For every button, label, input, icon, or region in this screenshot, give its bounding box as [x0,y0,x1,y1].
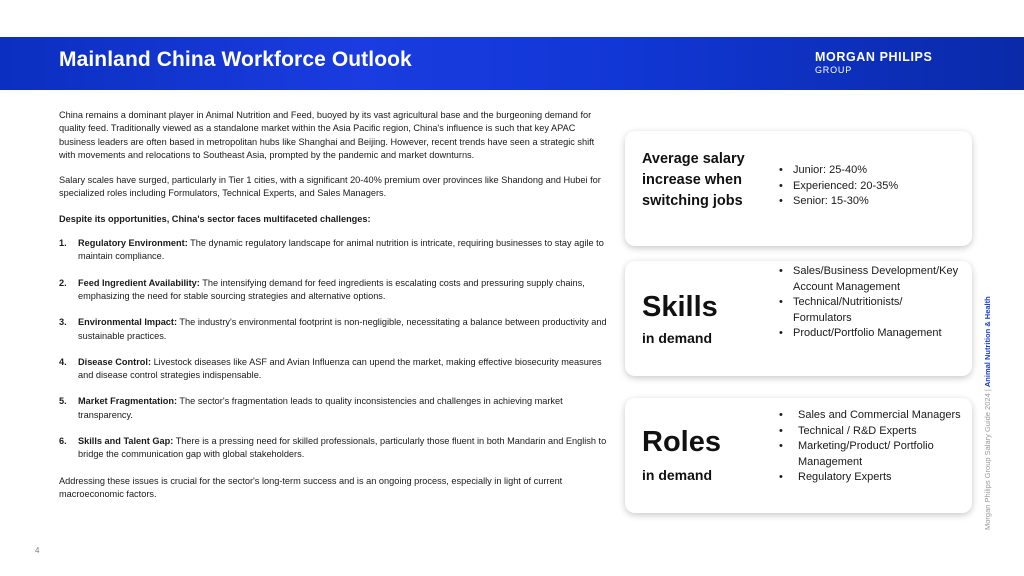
challenge-number: 6. [59,436,67,447]
skill-item: • Technical/Nutritionists/ Formulators [777,295,962,326]
page-number: 4 [35,546,40,555]
salary-increase-card [625,131,972,246]
salary-item: • Experienced: 20-35% [777,179,962,195]
role-item: • Regulatory Experts [777,470,962,486]
challenge-number: 5. [59,396,67,407]
challenge-text: The sector's fragmentation leads to quality inconsistencies and challenges in achieving market transparency. [78,396,563,420]
challenge-key: Disease Control: [78,356,152,367]
challenge-key: Regulatory Environment: [78,238,188,249]
role-item: • Sales and Commercial Managers [777,408,962,424]
challenge-key: Feed Ingredient Availability: [78,277,200,288]
challenge-text: The dynamic regulatory landscape for animal nutrition is intricate, requiring businesses to stay agile to maintain compliance. [78,238,604,262]
challenges-lead: Despite its opportunities, China's sector faces multifaceted challenges: [59,213,371,224]
skills-card-title: Skills [642,291,718,323]
logo-line-1: MORGAN PHILIPS [815,50,933,64]
salary-item: • Senior: 15-30% [777,194,962,210]
challenge-text: Livestock diseases like ASF and Avian Influenza can upend the market, making effective biosecurity measures and disease control strategies indispensable. [78,356,602,381]
main-body-text [59,109,607,513]
salary-list [777,163,962,210]
role-item: • Technical / R&D Experts [777,424,962,440]
challenge-item [59,395,607,422]
page-title: Mainland China Workforce Outlook [59,48,412,71]
roles-card-title: Roles [642,426,721,458]
skill-item: • Product/Portfolio Management [777,326,962,342]
salary-item: • Junior: 25-40% [777,163,962,179]
skill-item: • Sales/Business Development/Key Account Management [777,264,962,295]
challenge-item [59,435,607,462]
challenges-list [59,237,607,462]
logo-line-2: GROUP [815,65,853,75]
challenge-number: 3. [59,317,67,328]
challenge-item [59,316,607,343]
challenge-key: Environmental Impact: [78,317,178,328]
roles-list [777,408,962,486]
challenge-item [59,237,607,264]
challenge-item [59,277,607,304]
side-footer-text [983,296,992,530]
closing-paragraph: Addressing these issues is crucial for the sector's long-term success and is an ongoing process, especially in light of current macroeconomic factors. [59,475,563,499]
challenge-number: 4. [59,356,67,367]
skills-list [777,264,962,342]
challenge-number: 2. [59,277,67,288]
salary-paragraph: Salary scales have surged, particularly in Tier 1 cities, with a significant 20-40% premium over provinces like Shandong and Hubei for specialized roles including Formulators, Technical Experts, and Sales Managers. [59,175,601,199]
challenge-number: 1. [59,238,67,249]
skills-card [625,261,972,376]
roles-card-subtitle: in demand [642,467,713,483]
challenge-key: Skills and Talent Gap: [78,436,174,447]
challenge-text: The intensifying demand for feed ingredients is escalating costs and pressuring supply chains, emphasizing the need for stable sourcing strategies and alternative options. [78,277,585,301]
skills-card-subtitle: in demand [642,330,713,346]
challenge-key: Market Fragmentation: [78,396,178,407]
intro-paragraph: China remains a dominant player in Animal Nutrition and Feed, buoyed by its vast agricultural base and the burgeoning demand for quality feed. Traditionally viewed as a standalone market within the Asia Pacific region, China's influence is such that key APAC business leaders are often based in metropolitan hubs like Shanghai and Beijing. However, recent trends have seen a strategic shift with movements and relocations to Southeast Asia, prompted by the pandemic and market downturns. [59,110,595,160]
roles-card [625,398,972,513]
role-item: • Marketing/Product/ Portfolio Management [777,439,962,470]
challenge-item [59,356,607,383]
company-logo [815,51,932,76]
challenge-text: The industry's environmental footprint is non-negligible, necessitating a balance between productivity and sustainable practices. [78,317,607,341]
challenge-text: There is a pressing need for skilled professionals, particularly those fluent in both Mandarin and English to bridge the communication gap with global stakeholders. [78,436,607,460]
side-footer-highlight: Animal Nutrition & Health [983,296,992,388]
side-footer-prefix: Morgan Philips Group Salary Guide 2024 | [983,387,992,530]
salary-card-heading: Average salary increase when switching jobs [642,151,745,209]
